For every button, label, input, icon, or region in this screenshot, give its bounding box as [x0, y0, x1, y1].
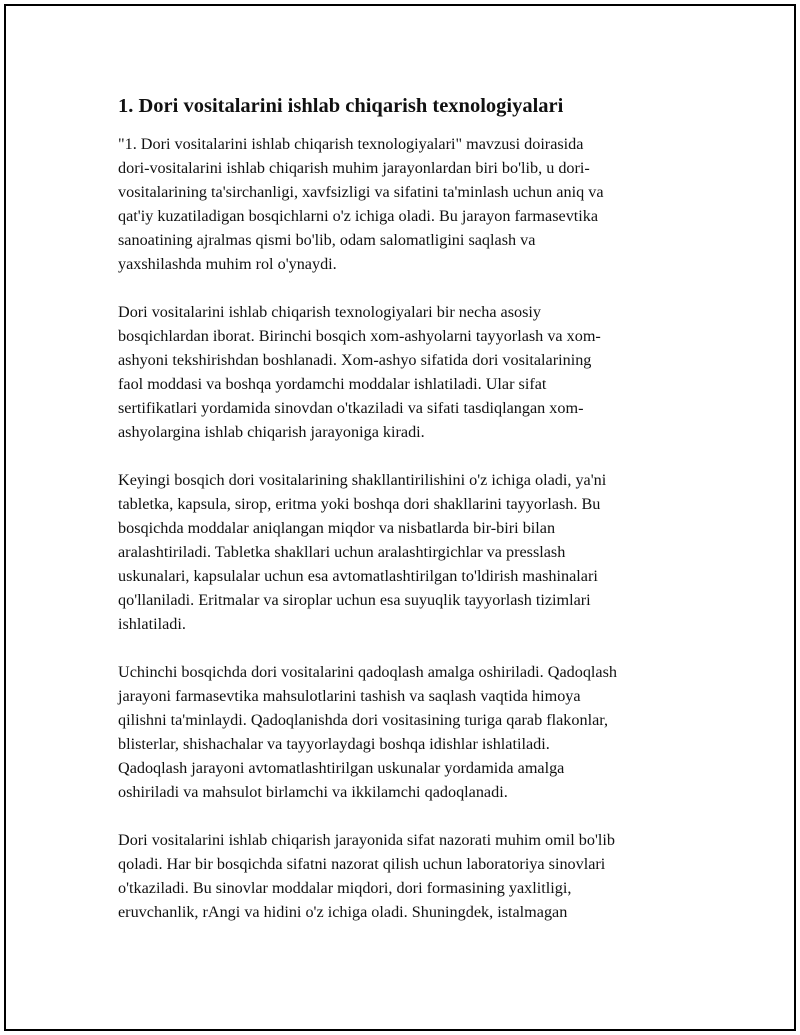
text-line: ashyoni tekshirishdan boshlanadi. Xom-ashyo sifatida dori vositalarining: [118, 351, 592, 369]
document-title: 1. Dori vositalarini ishlab chiqarish texnologiyalari: [118, 95, 564, 117]
text-line: Keyingi bosqich dori vositalarining shakllantirilishini o'z ichiga oladi, ya'ni: [118, 471, 607, 489]
text-line: Dori vositalarini ishlab chiqarish texnologiyalari bir necha asosiy: [118, 303, 542, 321]
text-line: vositalarining ta'sirchanligi, xavfsizligi va sifatini ta'minlash uchun aniq va: [118, 183, 604, 201]
text-line: o'tkaziladi. Bu sinovlar moddalar miqdori, dori formasining yaxlitligi,: [118, 879, 572, 897]
text-line: bosqichda moddalar aniqlangan miqdor va nisbatlarda bir-biri bilan: [118, 519, 556, 537]
text-line: Qadoqlash jarayoni avtomatlashtirilgan uskunalar yordamida amalga: [118, 759, 565, 777]
text-line: oshiriladi va mahsulot birlamchi va ikkilamchi qadoqlanadi.: [118, 783, 508, 801]
text-line: qo'llaniladi. Eritmalar va siroplar uchun esa suyuqlik tayyorlash tizimlari: [118, 591, 591, 609]
text-line: yaxshilashda muhim rol o'ynaydi.: [118, 255, 337, 273]
text-line: bosqichlardan iborat. Birinchi bosqich xom-ashyolarni tayyorlash va xom-: [118, 327, 601, 345]
text-line: sanoatining ajralmas qismi bo'lib, odam salomatligini saqlash va: [118, 231, 536, 249]
text-line: uskunalari, kapsulalar uchun esa avtomatlashtirilgan to'ldirish mashinalari: [118, 567, 598, 585]
text-line: "1. Dori vositalarini ishlab chiqarish texnologiyalari" mavzusi doirasida: [118, 135, 584, 153]
text-line: ashyolargina ishlab chiqarish jarayoniga kiradi.: [118, 423, 425, 441]
text-line: sertifikatlari yordamida sinovdan o'tkaziladi va sifati tasdiqlangan xom-: [118, 399, 584, 417]
text-line: eruvchanlik, rAngi va hidini o'z ichiga oladi. Shuningdek, istalmagan: [118, 903, 568, 921]
text-line: faol moddasi va boshqa yordamchi moddalar ishlatiladi. Ular sifat: [118, 375, 547, 393]
paragraph-4: [118, 660, 688, 804]
text-line: Uchinchi bosqichda dori vositalarini qadoqlash amalga oshiriladi. Qadoqlash: [118, 663, 617, 681]
text-line: qilishni ta'minlaydi. Qadoqlanishda dori vositasining turiga qarab flakonlar,: [118, 711, 609, 729]
text-line: aralashtiriladi. Tabletka shakllari uchun aralashtirgichlar va presslash: [118, 543, 566, 561]
text-line: qat'iy kuzatiladigan bosqichlarni o'z ichiga oladi. Bu jarayon farmasevtika: [118, 207, 599, 225]
text-line: dori-vositalarini ishlab chiqarish muhim jarayonlardan biri bo'lib, u dori-: [118, 159, 590, 177]
paragraph-2: [118, 300, 688, 444]
text-line: tabletka, kapsula, sirop, eritma yoki boshqa dori shakllarini tayyorlash. Bu: [118, 495, 601, 513]
paragraph-5: [118, 828, 688, 924]
text-line: blisterlar, shishachalar va tayyorlaydagi boshqa idishlar ishlatiladi.: [118, 735, 550, 753]
text-line: qoladi. Har bir bosqichda sifatni nazorat qilish uchun laboratoriya sinovlari: [118, 855, 606, 873]
document-body: [118, 92, 688, 948]
paragraph-3: [118, 468, 688, 636]
text-line: ishlatiladi.: [118, 615, 186, 633]
text-line: Dori vositalarini ishlab chiqarish jarayonida sifat nazorati muhim omil bo'lib: [118, 831, 615, 849]
paragraph-1: [118, 132, 688, 276]
text-line: jarayoni farmasevtika mahsulotlarini tashish va saqlash vaqtida himoya: [118, 687, 581, 705]
